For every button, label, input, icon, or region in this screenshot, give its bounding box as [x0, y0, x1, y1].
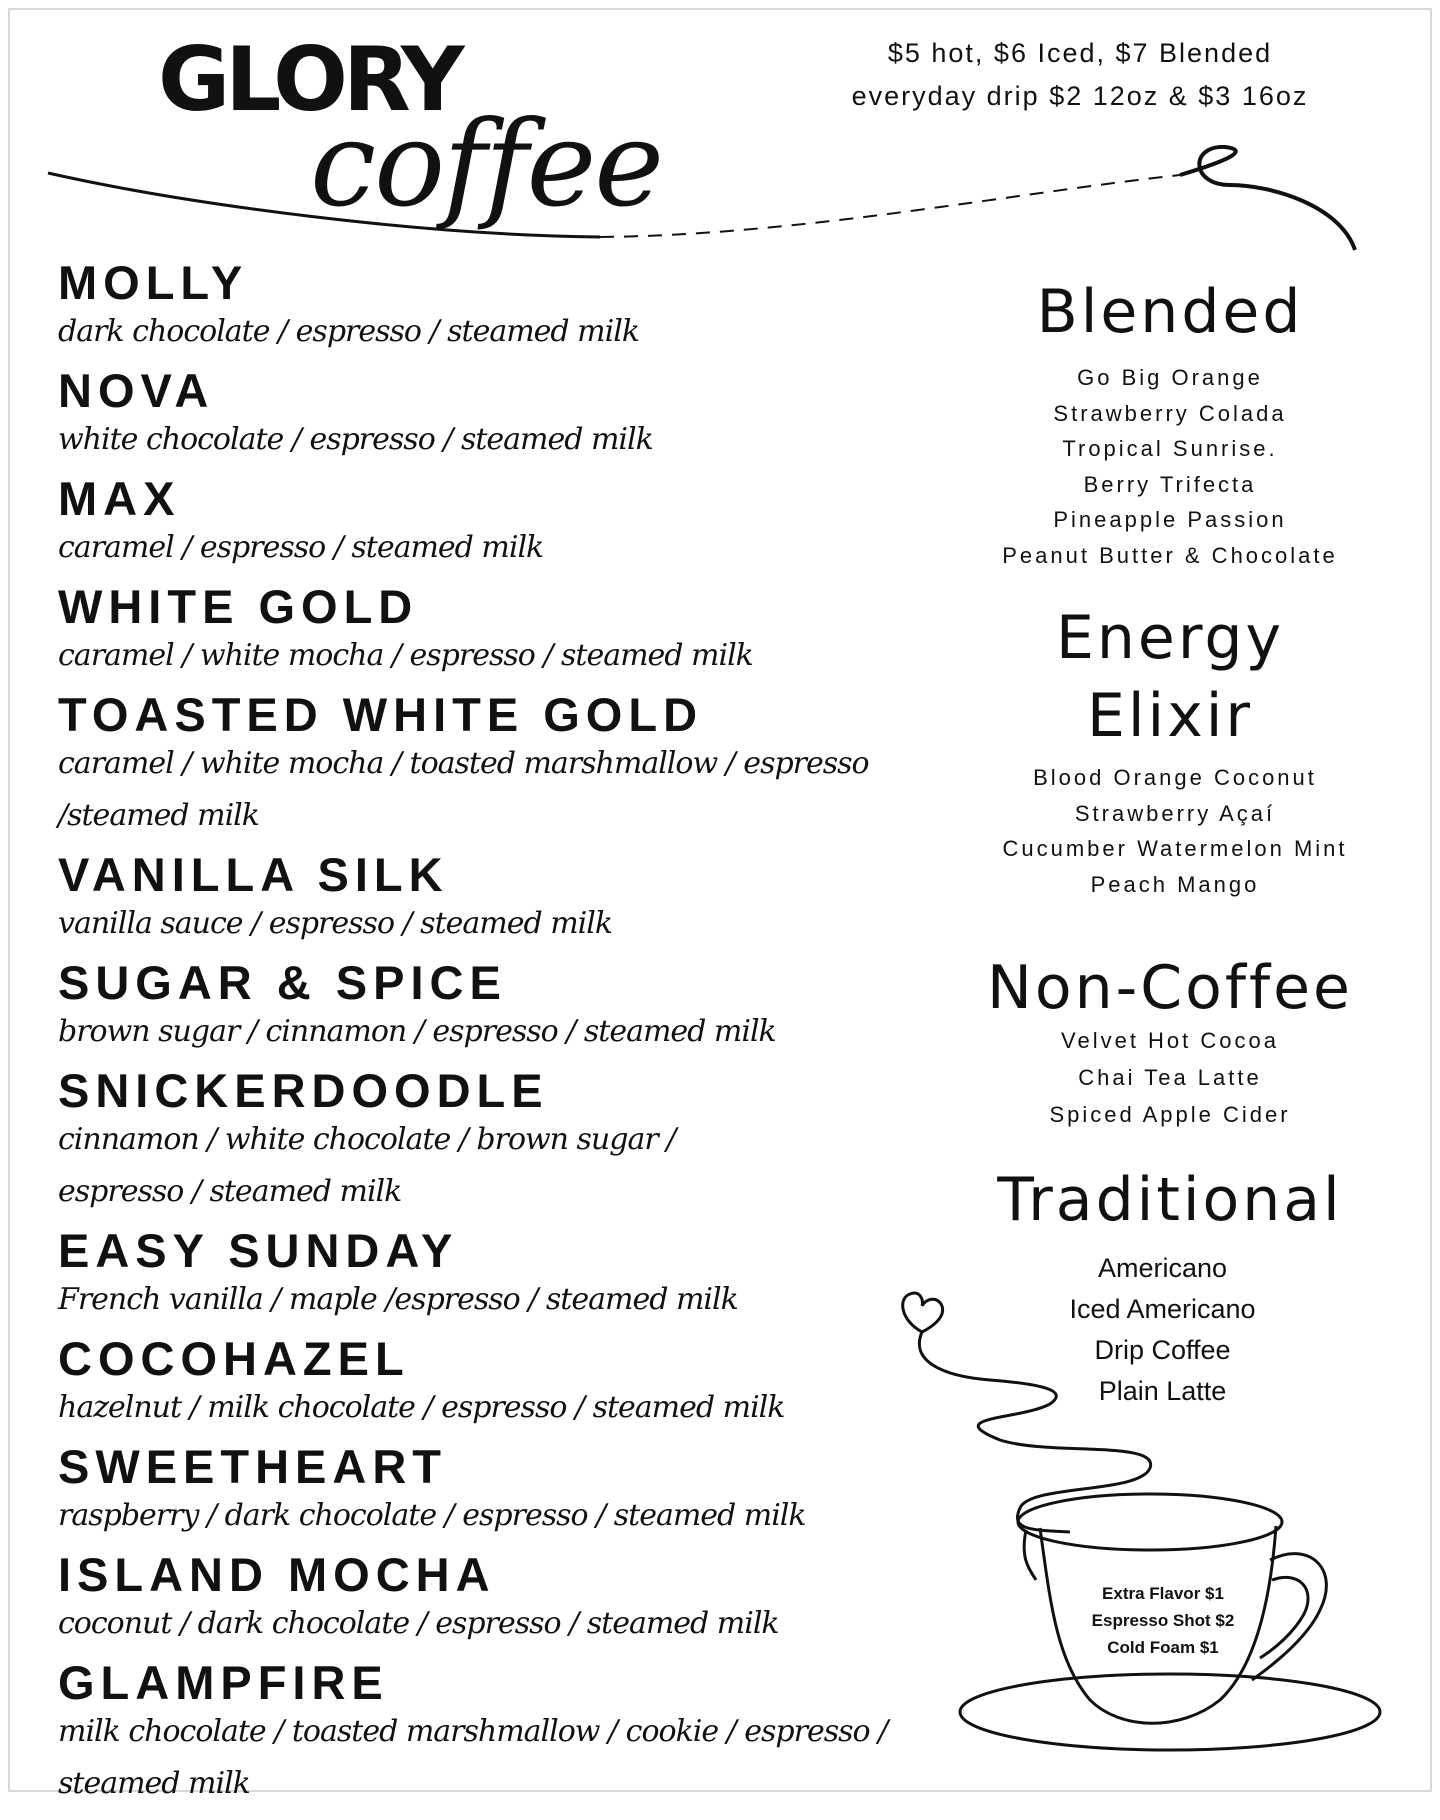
list-item: Cucumber Watermelon Mint — [1002, 836, 1348, 861]
drink-name: NOVA — [58, 364, 215, 417]
drink-name: ISLAND MOCHA — [58, 1548, 496, 1601]
drink-item — [58, 688, 958, 842]
heart-icon — [903, 1293, 943, 1332]
drink-name: EASY SUNDAY — [58, 1224, 459, 1277]
drink-ingredients: caramel / white mocha / toasted marshmallow / espresso /steamed milk — [58, 746, 869, 833]
energy-title-line-2: Elixir — [1086, 681, 1254, 751]
drink-ingredients: brown sugar / cinnamon / espresso / steamed milk — [58, 1014, 776, 1049]
drink-ingredients: cinnamon / white chocolate / brown sugar / espresso / steamed milk — [58, 1122, 676, 1209]
list-item: Strawberry Açaí — [1074, 800, 1276, 826]
drink-name: SNICKERDOODLE — [58, 1064, 549, 1117]
drink-name: TOASTED WHITE GOLD — [58, 688, 704, 741]
drink-ingredients: dark chocolate / espresso / steamed milk — [58, 314, 639, 349]
list-item: Drip Coffee — [1094, 1335, 1231, 1365]
price-info — [820, 32, 1340, 118]
traditional-title: Traditional — [997, 1165, 1343, 1235]
swoosh-divider — [40, 145, 1360, 255]
addon-item: Espresso Shot $2 — [1091, 1611, 1235, 1630]
list-item: Berry Trifecta — [1083, 471, 1257, 497]
drink-item — [58, 848, 958, 950]
drink-ingredients: coconut / dark chocolate / espresso / steamed milk — [58, 1606, 779, 1641]
list-item: Tropical Sunrise. — [1062, 436, 1278, 461]
blended-title: Blended — [1036, 277, 1304, 347]
drink-ingredients: milk chocolate / toasted marshmallow / cookie / espresso / steamed milk — [58, 1714, 888, 1801]
list-item: Peanut Butter & Chocolate — [1002, 542, 1338, 568]
drink-ingredients: vanilla sauce / espresso / steamed milk — [58, 906, 613, 941]
coffee-illustration — [880, 1280, 1400, 1770]
drink-name: MAX — [58, 472, 181, 525]
drink-name: VANILLA SILK — [58, 848, 449, 901]
drink-item — [58, 472, 958, 574]
list-item: Strawberry Colada — [1053, 400, 1287, 426]
list-item: Americano — [1097, 1253, 1228, 1283]
drink-ingredients: caramel / white mocha / espresso / steamed milk — [58, 638, 753, 673]
drink-item — [58, 580, 958, 682]
list-item: Chai Tea Latte — [1078, 1065, 1262, 1090]
blended-list — [970, 360, 1370, 573]
addon-item: Extra Flavor $1 — [1102, 1584, 1224, 1603]
price-line-2: everyday drip $2 12oz & $3 16oz — [851, 81, 1309, 111]
drink-item — [58, 1224, 958, 1326]
drink-item — [58, 364, 958, 466]
steam-swirl-icon — [919, 1332, 1150, 1532]
list-item: Velvet Hot Cocoa — [1061, 1028, 1279, 1053]
drink-ingredients: hazelnut / milk chocolate / espresso / steamed milk — [58, 1390, 785, 1425]
drink-name: COCOHAZEL — [58, 1332, 410, 1385]
drink-name: SUGAR & SPICE — [58, 956, 507, 1009]
drink-item — [58, 1440, 958, 1542]
energy-title-line-1: Energy — [1055, 603, 1285, 673]
brand-name: GLORY — [158, 28, 460, 131]
drink-item — [58, 256, 958, 358]
signature-drinks-list — [58, 256, 958, 1820]
list-item: Blood Orange Coconut — [1033, 765, 1317, 790]
drink-ingredients: white chocolate / espresso / steamed milk — [58, 422, 653, 457]
list-item: Plain Latte — [1098, 1376, 1227, 1406]
drink-item — [58, 1656, 958, 1810]
price-line-1: $5 hot, $6 Iced, $7 Blended — [887, 38, 1273, 68]
list-item: Iced Americano — [1069, 1294, 1256, 1324]
drink-name: GLAMPFIRE — [58, 1656, 389, 1709]
noncoffee-list — [970, 1022, 1370, 1133]
drink-item — [58, 1332, 958, 1434]
addons-list — [1068, 1580, 1258, 1661]
drink-name: WHITE GOLD — [58, 580, 419, 633]
drink-name: MOLLY — [58, 256, 249, 309]
addon-item: Cold Foam $1 — [1107, 1638, 1219, 1657]
brand-script: coffee — [310, 95, 663, 233]
drink-ingredients: French vanilla / maple /espresso / steamed milk — [58, 1282, 738, 1317]
list-item: Spiced Apple Cider — [1049, 1102, 1291, 1127]
list-item: Peach Mango — [1090, 871, 1260, 897]
energy-list — [970, 760, 1380, 902]
drink-item — [58, 1064, 958, 1218]
drink-name: SWEETHEART — [58, 1440, 447, 1493]
drink-ingredients: caramel / espresso / steamed milk — [58, 530, 544, 565]
noncoffee-title: Non-Coffee — [987, 953, 1353, 1023]
list-item: Go Big Orange — [1077, 365, 1263, 390]
drink-item — [58, 1548, 958, 1650]
drink-ingredients: raspberry / dark chocolate / espresso / steamed milk — [58, 1498, 806, 1533]
drink-item — [58, 956, 958, 1058]
list-item: Pineapple Passion — [1053, 507, 1287, 532]
